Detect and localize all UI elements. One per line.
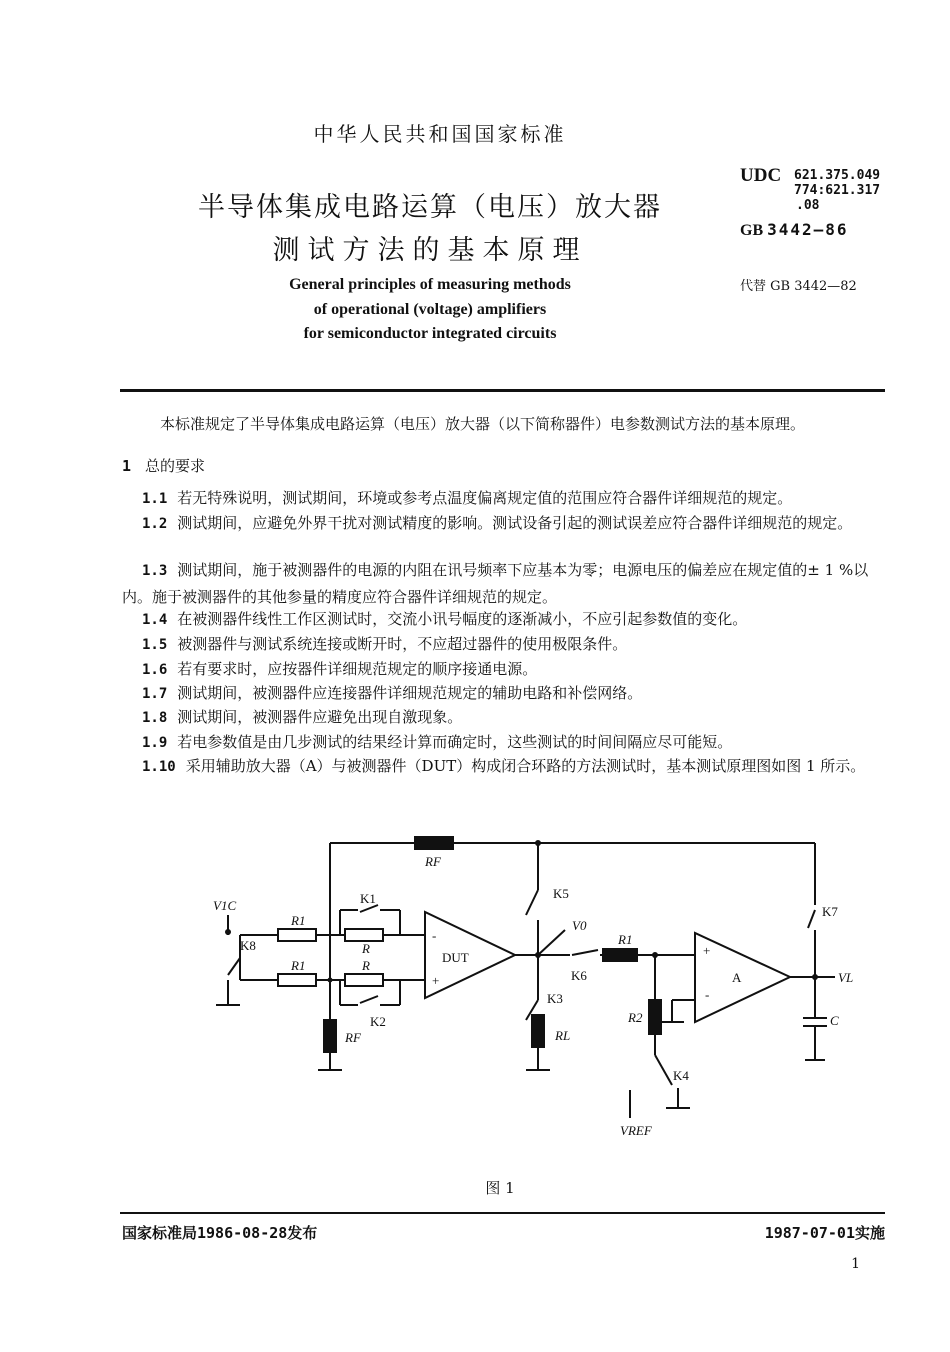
label-k1: K1 xyxy=(360,891,376,906)
label-dut: DUT xyxy=(442,950,469,965)
udc-line3: .08 xyxy=(796,198,820,213)
clause-text: 若电参数值是由几步测试的结果经计算而确定时，这些测试的时间间隔应尽可能短。 xyxy=(177,733,733,751)
label-r1-right: R1 xyxy=(618,932,633,947)
clause-number: 1.1 xyxy=(142,491,168,507)
label-a: A xyxy=(732,970,742,985)
title-cn-line1: 半导体集成电路运算（电压）放大器 xyxy=(198,192,662,223)
label-a-minus: - xyxy=(705,987,710,1002)
udc-line2: 774:621.317 xyxy=(794,183,881,198)
clause-text: 若有要求时，应按器件详细规范规定的顺序接通电源。 xyxy=(177,660,538,678)
label-k4: K4 xyxy=(673,1068,689,1083)
footer-divider xyxy=(120,1212,885,1214)
issue-date: 国家标准局1986-08-28发布 xyxy=(122,1224,318,1242)
label-k2: K2 xyxy=(370,1014,386,1029)
label-r1-top: R1 xyxy=(291,913,306,928)
clause-number: 1.8 xyxy=(142,710,168,726)
label-v0: V0 xyxy=(572,918,587,933)
label-r2: R2 xyxy=(628,1010,643,1025)
label-r-top: R xyxy=(362,941,370,956)
label-dut-minus: - xyxy=(432,928,437,943)
udc-line1: 621.375.049 xyxy=(794,168,881,183)
national-standard-heading: 中华人民共和国国家标准 xyxy=(313,122,567,146)
figure-caption: 图 1 xyxy=(485,1179,515,1197)
label-r-bottom: R xyxy=(362,958,370,973)
clause-text: 测试期间，被测器件应连接器件详细规范规定的辅助电路和补偿网络。 xyxy=(177,684,643,702)
clause-text: 采用辅助放大器（A）与被测器件（DUT）构成闭合环路的方法测试时，基本测试原理图如图 1 所示。 xyxy=(185,757,866,775)
clause-number: 1.6 xyxy=(142,662,168,678)
effective-date: 1987-07-01实施 xyxy=(764,1224,885,1242)
clause-number: 1.4 xyxy=(142,612,168,628)
section-title: 总的要求 xyxy=(145,457,206,475)
clause-number: 1.9 xyxy=(142,735,168,751)
label-k5: K5 xyxy=(553,886,569,901)
udc-label: UDC xyxy=(740,165,782,186)
label-rl: RL xyxy=(555,1028,571,1043)
gb-code: 3442—86 xyxy=(767,220,849,239)
clause-text: 测试期间，应避免外界干扰对测试精度的影响。测试设备引起的测试误差应符合器件详细规范的规定。 xyxy=(177,514,853,532)
title-en-line2: of operational (voltage) amplifiers xyxy=(313,301,547,318)
label-r1-bottom: R1 xyxy=(291,958,306,973)
label-a-plus: + xyxy=(703,943,711,958)
clause-text: 测试期间，施于被测器件的电源的内阻在讯号频率下应基本为零；电源电压的偏差应在规定值的± 1 %以内。施于被测器件的其他参量的精度应符合器件详细规范的规定。 xyxy=(122,561,869,606)
clause-number: 1.3 xyxy=(142,563,168,579)
title-en-line1: General principles of measuring methods xyxy=(289,276,571,293)
label-vref: VREF xyxy=(620,1123,652,1138)
clause-number: 1.10 xyxy=(142,759,176,775)
label-k3: K3 xyxy=(547,991,563,1006)
clause-number: 1.5 xyxy=(142,637,168,653)
clause-text: 测试期间，被测器件应避免出现自激现象。 xyxy=(177,708,463,726)
label-v1c: V1C xyxy=(213,898,237,913)
label-rf-top: RF xyxy=(425,854,441,869)
clause-text: 若无特殊说明，测试期间，环境或参考点温度偏离规定值的范围应符合器件详细规范的规定。 xyxy=(177,489,793,507)
page-number: 1 xyxy=(851,1256,860,1272)
title-cn-line2: 测试方法的基本原理 xyxy=(272,235,588,266)
label-k8: K8 xyxy=(240,938,256,953)
intro-paragraph: 本标准规定了半导体集成电路运算（电压）放大器（以下简称器件）电参数测试方法的基本原理。 xyxy=(160,415,806,433)
replaces-note: 代替 GB 3442—82 xyxy=(740,279,857,294)
label-k6: K6 xyxy=(571,968,587,983)
label-c: C xyxy=(830,1013,839,1028)
clause-text: 在被测器件线性工作区测试时，交流小讯号幅度的逐渐减小，不应引起参数值的变化。 xyxy=(177,610,748,628)
label-k7: K7 xyxy=(822,904,838,919)
clause-number: 1.2 xyxy=(142,516,168,532)
section-number: 1 xyxy=(122,457,132,475)
gb-prefix: GB xyxy=(740,222,764,239)
title-en-line3: for semiconductor integrated circuits xyxy=(303,325,557,342)
clause-number: 1.7 xyxy=(142,686,168,702)
label-rf-bottom: RF xyxy=(345,1030,361,1045)
label-vl: VL xyxy=(838,970,854,985)
label-dut-plus: + xyxy=(432,973,440,988)
clause-text: 被测器件与测试系统连接或断开时，不应超过器件的使用极限条件。 xyxy=(177,635,628,653)
